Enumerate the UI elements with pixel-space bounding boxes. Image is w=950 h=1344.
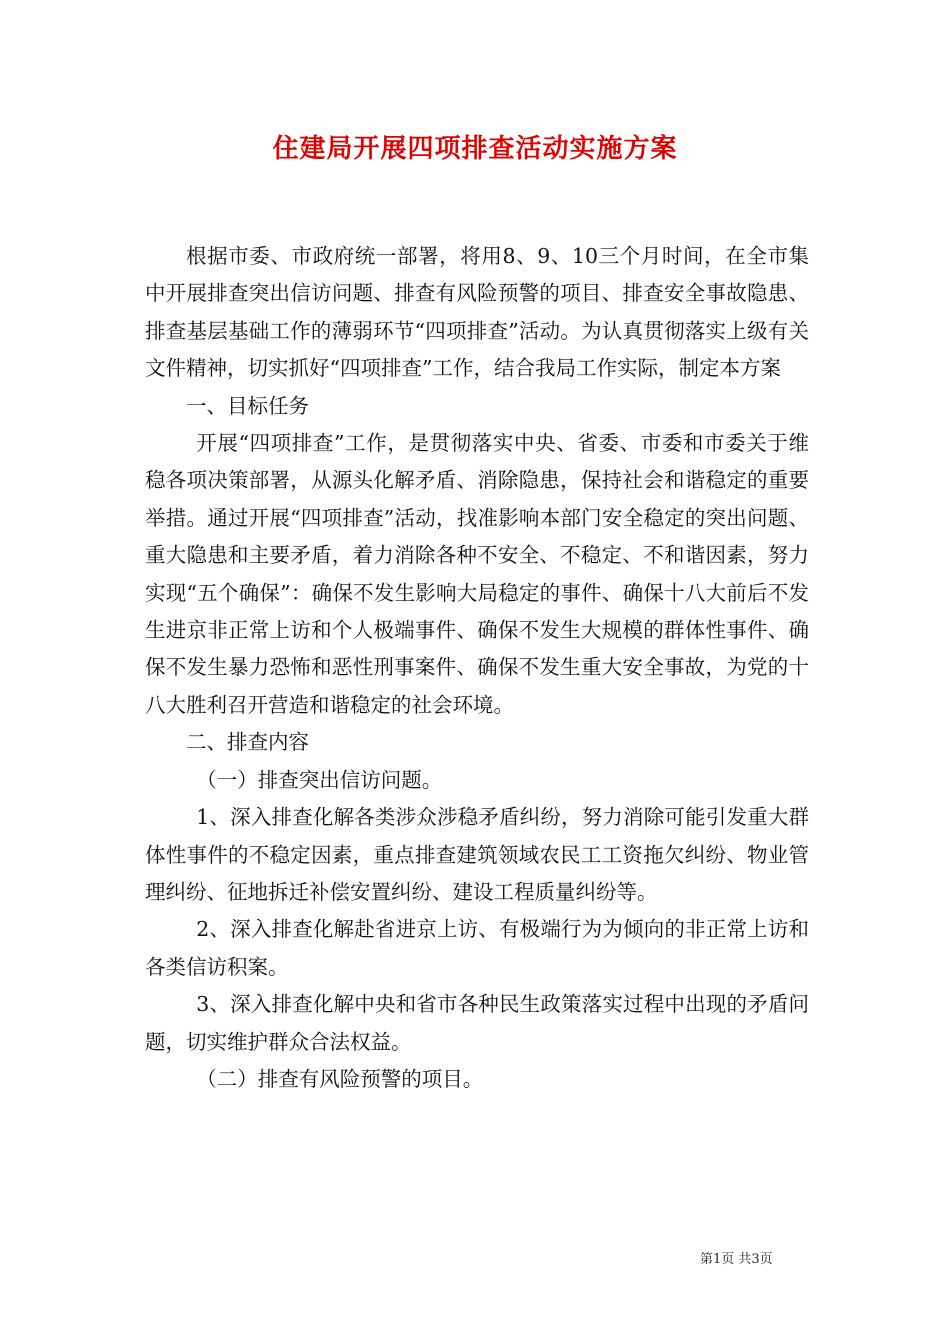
- intro-paragraph: 根据市委、市政府统一部署，将用8、9、10三个月时间，在全市集中开展排查突出信访问题、排查有风险预警的项目、排查安全事故隐患、排查基层基础工作的薄弱环节“四项排查”活动。为认真贯彻落实上级有关文件精神，切实抓好“四项排查”工作，结合我局工作实际，制定本方案: [145, 244, 809, 381]
- document-body: [145, 238, 809, 1098]
- subsection-heading-petitions: （一）排查突出信访问题。: [196, 767, 443, 792]
- list-item-2: 2、深入排查化解赴省进京上访、有极端行为为倾向的非正常上访和各类信访积案。: [145, 917, 809, 979]
- section-heading-goals: 一、目标任务: [186, 393, 309, 418]
- document-title: 住建局开展四项排查活动实施方案: [272, 134, 678, 164]
- list-item-1: 1、深入排查化解各类涉众涉稳矛盾纠纷，努力消除可能引发重大群体性事件的不稳定因素，重点排查建筑领域农民工工资拖欠纠纷、物业管理纠纷、征地拆迁补偿安置纠纷、建设工程质量纠纷等。: [145, 805, 809, 904]
- page-number-footer: 第1页 共3页: [700, 1252, 773, 1267]
- list-item-3: 3、深入排查化解中央和省市各种民生政策落实过程中出现的矛盾问题，切实维护群众合法权益。: [145, 992, 809, 1054]
- subsection-heading-risk-projects: （二）排查有风险预警的项目。: [196, 1066, 484, 1091]
- section-heading-contents: 二、排查内容: [186, 730, 309, 755]
- goals-paragraph: 开展“四项排查”工作，是贯彻落实中央、省委、市委和市委关于维稳各项决策部署，从源头化解矛盾、消除隐患，保持社会和谐稳定的重要举措。通过开展“四项排查”活动，找准影响本部门安全稳定的突出问题、重大隐患和主要矛盾，着力消除各种不安全、不稳定、不和谐因素，努力实现“五个确保”：确保不发生影响大局稳定的事件、确保十八大前后不发生进京非正常上访和个人极端事件、确保不发生大规模的群体性事件、确保不发生暴力恐怖和恶性刑事案件、确保不发生重大安全事故，为党的十八大胜利召开营造和谐稳定的社会环境。: [145, 431, 809, 717]
